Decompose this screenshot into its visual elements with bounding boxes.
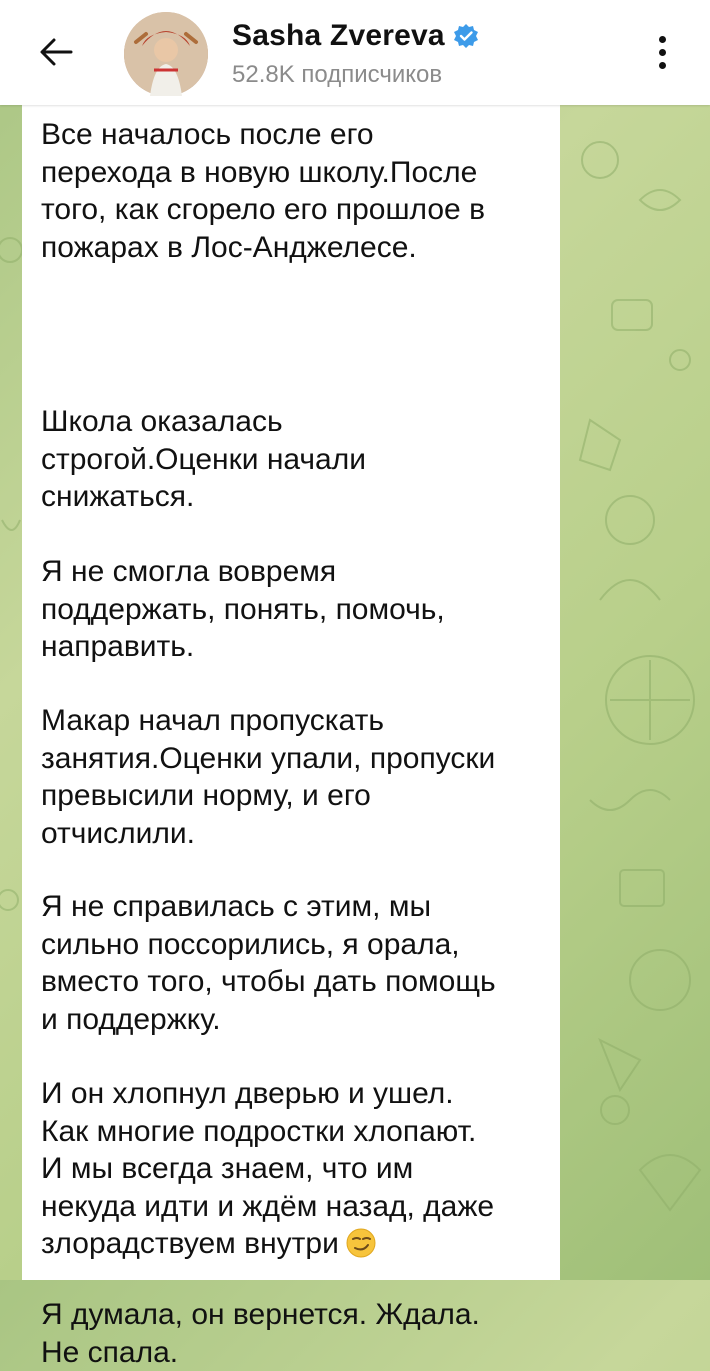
message-paragraph-with-emoji (22, 1075, 560, 1263)
message-paragraph: Я не смогла вовремя поддержать, понять, помочь, направить. (41, 555, 445, 663)
smirking-face-icon (345, 1227, 377, 1259)
message-paragraph-text: И он хлопнул дверью и ушел. Как многие подростки хлопают. И мы всегда знаем, что им некуда идти и ждём назад, даже злорадствуем внутри (41, 1077, 495, 1260)
more-vertical-icon-dot (659, 62, 666, 69)
subscriber-count: 52.8K подписчиков (232, 61, 443, 88)
more-vertical-icon-dot (659, 49, 666, 56)
message-paragraph: Я думала, он вернется. Ждала. Не спала. (41, 1298, 480, 1369)
message-paragraph: Макар начал пропускать занятия.Оценки упали, пропуски превысили норму, и его отчислили. (41, 704, 496, 850)
arrow-left-icon (39, 37, 73, 67)
chat-header (0, 0, 710, 105)
channel-avatar[interactable] (124, 12, 208, 96)
more-options-button[interactable] (640, 28, 684, 76)
channel-name: Sasha Zvereva (232, 19, 445, 52)
message-paragraph: Школа оказалась строгой.Оценки начали снижаться. (41, 405, 366, 513)
message-paragraph: Все началось после его перехода в новую школу.После того, как сгорело его прошлое в пожарах в Лос-Анджелесе. (41, 118, 486, 264)
verified-badge-icon (453, 23, 479, 49)
message-bubble[interactable] (22, 105, 560, 1369)
message-paragraph: Я не справилась с этим, мы сильно поссорились, я орала, вместо того, чтобы дать помощь и поддержку. (41, 890, 496, 1036)
more-vertical-icon (659, 36, 666, 43)
back-button[interactable] (28, 24, 84, 80)
channel-title[interactable] (232, 19, 479, 53)
avatar-photo (124, 12, 208, 96)
